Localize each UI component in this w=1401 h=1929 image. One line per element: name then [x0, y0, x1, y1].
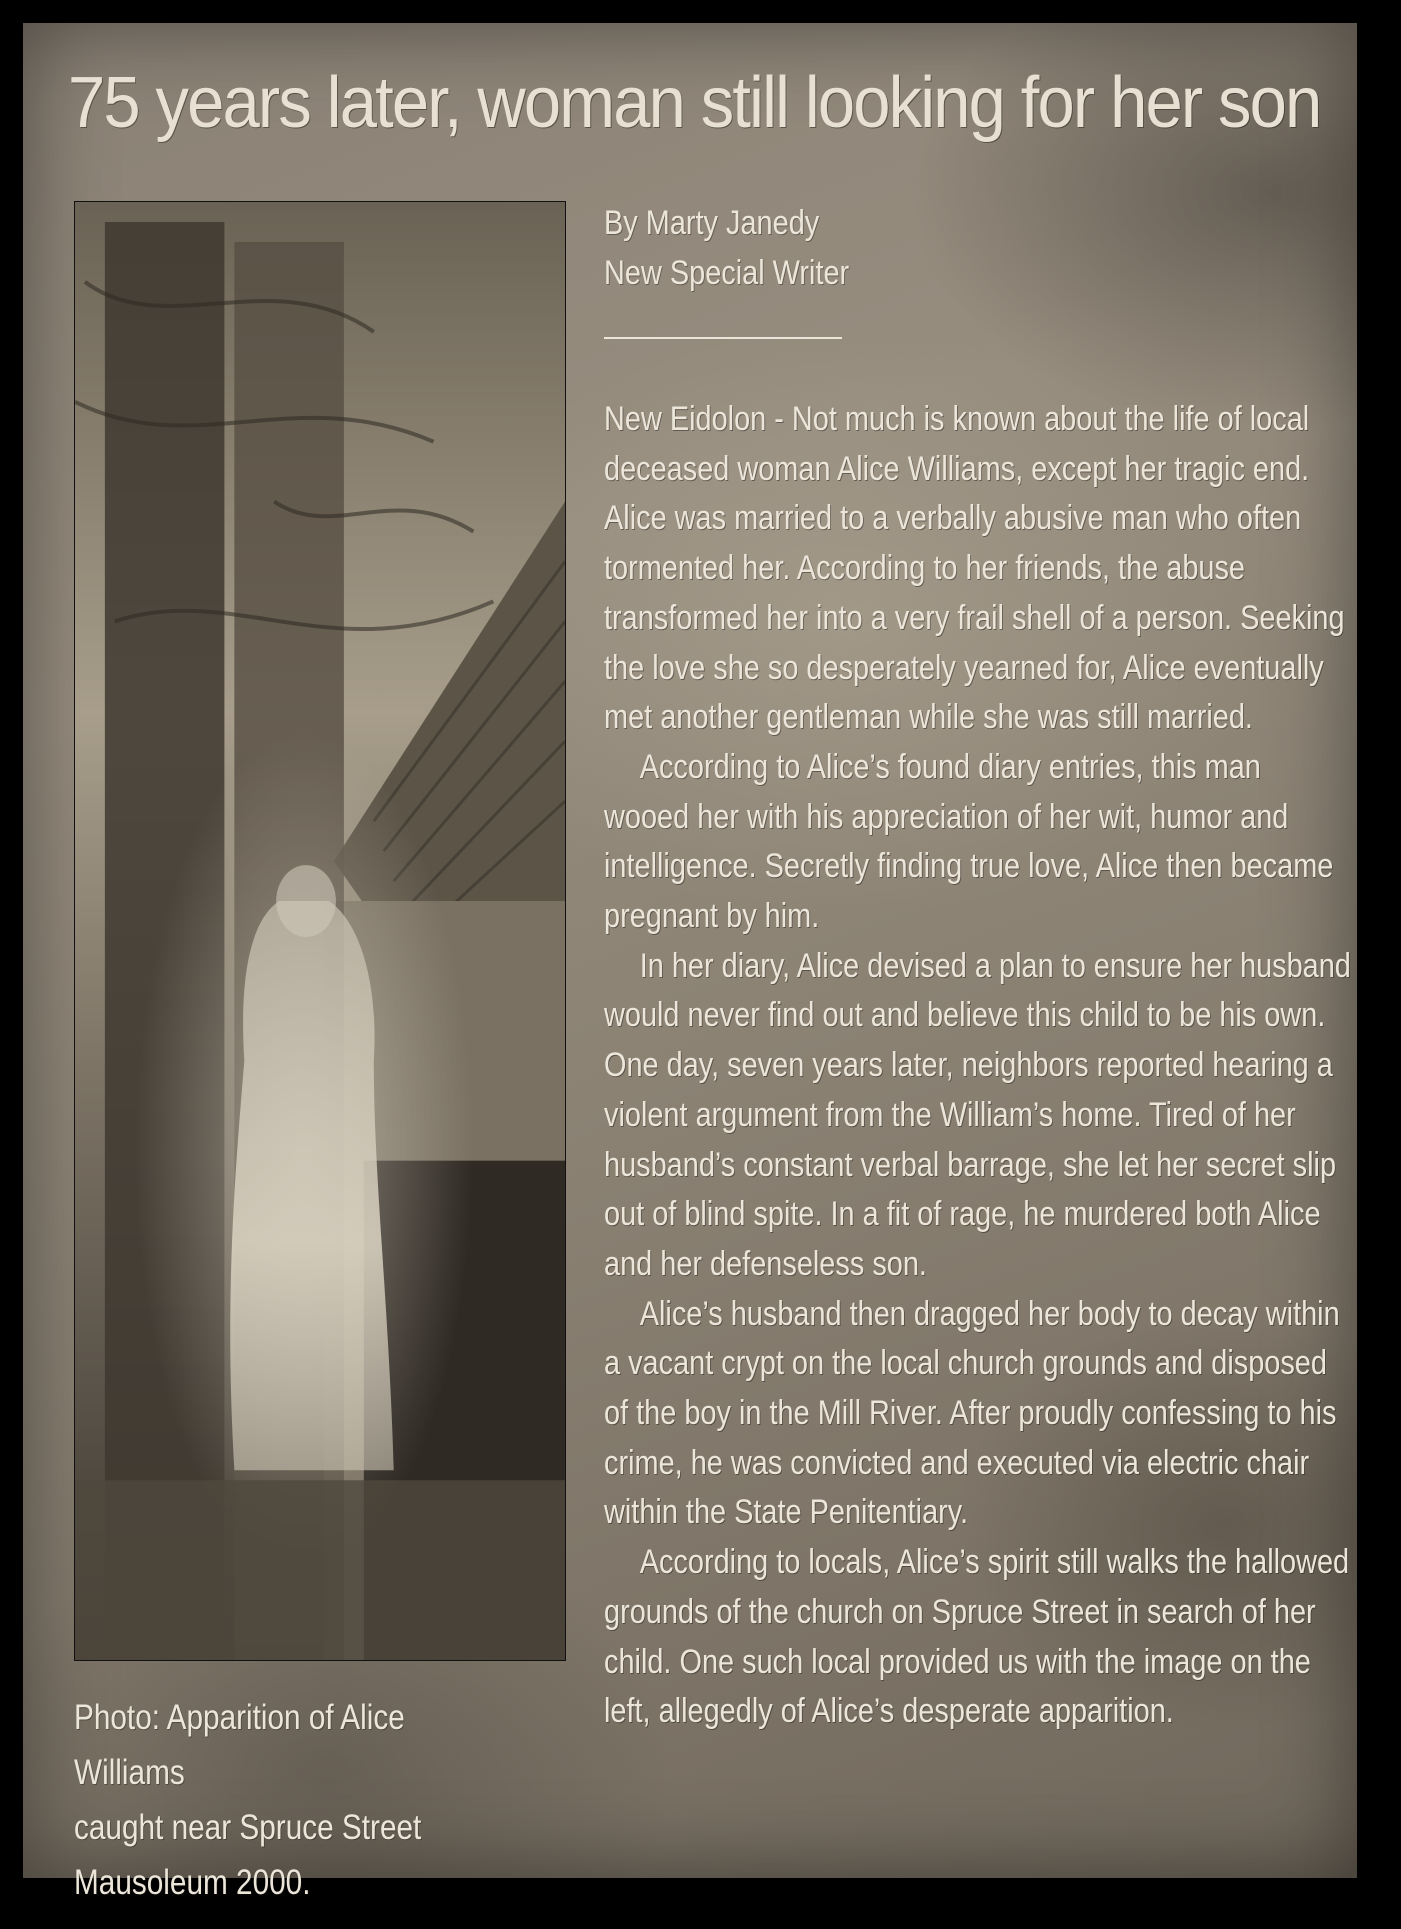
article-line: of the boy in the Mill River. After proudly confessing to his [604, 1394, 1337, 1433]
caption-line: Photo: Apparition of Alice Williams [74, 1698, 405, 1792]
caption-line: Mausoleum 2000. [74, 1863, 311, 1902]
photo-image [75, 202, 565, 1660]
article-line: a vacant crypt on the local church grounds and disposed [604, 1344, 1327, 1383]
article-line: transformed her into a very frail shell of a person. Seeking [604, 598, 1345, 637]
photo-caption [74, 1690, 516, 1910]
article-line: the love she so desperately yearned for, Alice eventually [604, 648, 1324, 687]
article-line: According to locals, Alice’s spirit still walks the hallowed [639, 1543, 1350, 1582]
article-line: According to Alice’s found diary entries, this man [639, 747, 1261, 786]
article-line: and her defenseless son. [604, 1244, 927, 1283]
article-line: met another gentleman while she was still married. [604, 698, 1253, 737]
article-line: pregnant by him. [604, 897, 820, 936]
article-line: In her diary, Alice devised a plan to ensure her husband [639, 946, 1351, 985]
article-line: left, allegedly of Alice’s desperate apparition. [604, 1692, 1174, 1731]
article-line: child. One such local provided us with the image on the [604, 1642, 1311, 1681]
author-role: New Special Writer [604, 254, 850, 292]
apparition-photo [74, 201, 566, 1661]
article-line: would never find out and believe this child to be his own. [604, 996, 1326, 1035]
article-line: violent argument from the William’s home. Tired of her [604, 1095, 1296, 1134]
article-line: New Eidolon - Not much is known about the life of local [604, 400, 1310, 438]
article-line: deceased woman Alice Williams, except her tragic end. [604, 449, 1310, 488]
newspaper-page [23, 23, 1357, 1902]
article-line: grounds of the church on Spruce Street in search of her [604, 1592, 1316, 1631]
byline [604, 198, 849, 298]
article-line: crime, he was convicted and executed via electric chair [604, 1443, 1310, 1482]
article-line: Alice was married to a verbally abusive man who often [604, 499, 1302, 538]
author-name: By Marty Janedy [604, 204, 820, 242]
byline-divider [604, 337, 842, 339]
article-line: husband’s constant verbal barrage, she let her secret slip [604, 1145, 1337, 1184]
article-line: within the State Penitentiary. [604, 1493, 969, 1532]
article-line: tormented her. According to her friends, the abuse [604, 549, 1246, 588]
caption-line: caught near Spruce Street [74, 1808, 422, 1847]
article-line: wooed her with his appreciation of her wit, humor and [604, 797, 1289, 836]
article-line: Alice’s husband then dragged her body to decay within [639, 1294, 1340, 1333]
article-line: out of blind spite. In a fit of rage, he murdered both Alice [604, 1195, 1321, 1234]
article-line: intelligence. Secretly finding true love, Alice then became [604, 847, 1334, 886]
article-body [604, 395, 1351, 1737]
article-line: One day, seven years later, neighbors reported hearing a [604, 1046, 1333, 1085]
headline: 75 years later, woman still looking for her son [68, 63, 1321, 143]
